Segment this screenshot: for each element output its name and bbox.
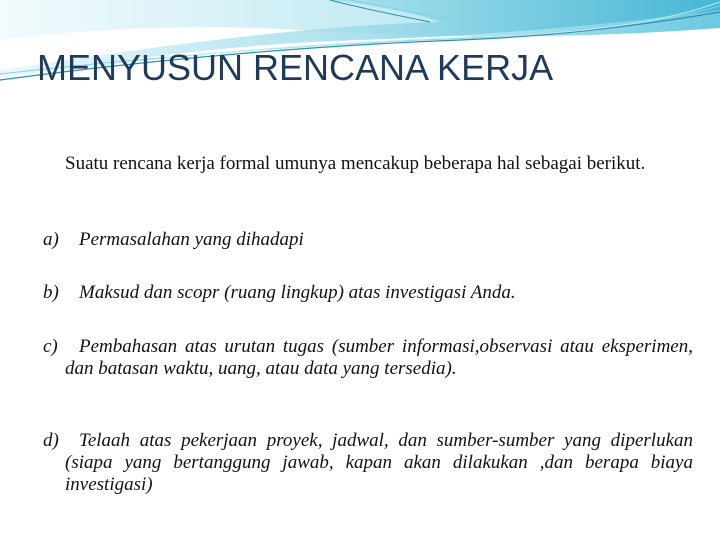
list-item-text: Pembahasan atas urutan tugas (sumber informasi,observasi atau eksperimen, dan batasan waktu, uang, atau data yang tersedia).	[65, 336, 693, 379]
list-item	[43, 282, 693, 304]
list-item	[43, 229, 693, 251]
list-marker: d)	[43, 430, 59, 451]
page-title: MENYUSUN RENCANA KERJA	[37, 47, 554, 88]
list-item	[43, 336, 693, 380]
intro-paragraph: Suatu rencana kerja formal umunya mencakup beberapa hal sebagai berikut.	[65, 153, 646, 174]
list-marker: a)	[43, 229, 59, 250]
list-item-text: Permasalahan yang dihadapi	[79, 229, 304, 250]
list-item	[43, 430, 693, 496]
list-marker: c)	[43, 336, 58, 357]
list-item-text: Maksud dan scopr (ruang lingkup) atas investigasi Anda.	[79, 282, 516, 303]
list-marker: b)	[43, 282, 59, 303]
list-item-text: Telaah atas pekerjaan proyek, jadwal, dan sumber-sumber yang diperlukan (siapa yang bertanggung jawab, kapan akan dilakukan ,dan berapa biaya investigasi)	[65, 430, 693, 495]
